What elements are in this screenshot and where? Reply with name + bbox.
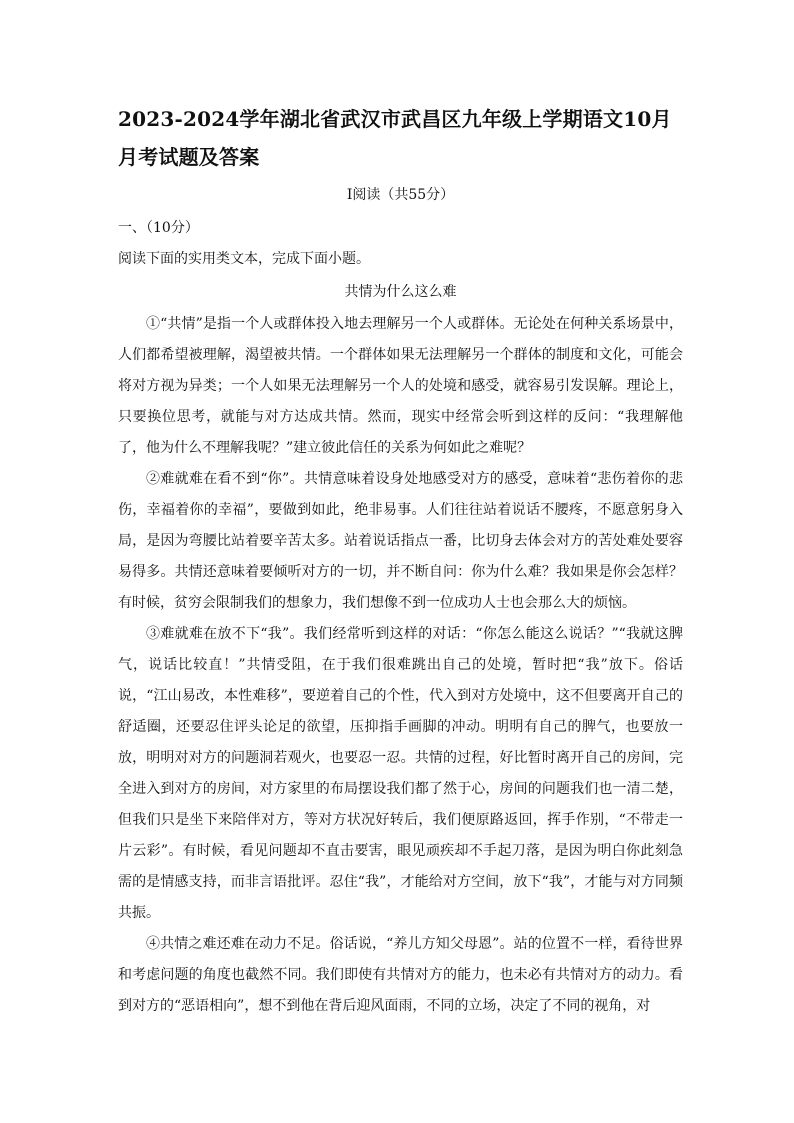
- article-title: 共情为什么这么难: [344, 284, 457, 300]
- paragraph-1: ①“共情”是指一个人或群体投入地去理解另一个人或群体。无论处在何种关系场景中，人们都希望被理解，渴望被共情。一个群体如果无法理解另一个群体的制度和文化，可能会将对方视为异类；一个人如果无法理解另一个人的处境和感受，就容易引发误解。理论上，只要换位思考，就能与对方达成共情。然而，现实中经常会听到这样的反问：“我理解他了，他为什么不理解我呢？”建立彼此信任的关系为何如此之难呢？: [118, 316, 683, 456]
- section-heading: Ⅰ阅读（共55分）: [346, 187, 455, 203]
- paragraph-3: ③难就难在放不下“我”。我们经常听到这样的对话：“你怎么能这么说话？”“我就这脾气，说话比较直！”共情受阻，在于我们很难跳出自己的处境，暂时把“我”放下。俗话说，“江山易改，本性难移”，要逆着自己的个性，代入到对方处境中，这不但要离开自己的舒适圈，还要忍住评头论足的欲望，压抑指手画脚的冲动。明明有自己的脾气，也要放一放，明明对对方的问题洞若观火，也要忍一忍。共情的过程，好比暂时离开自己的房间，完全进入到对方的房间，对方家里的布局摆设我们都了然于心，房间的问题我们也一清二楚，但我们只是坐下来陪伴对方，等对方状况好转后，我们便原路返回，挥手作别，“不带走一片云彩”。有时候，看见问题却不直击要害，眼见顽疾却不手起刀落，是因为明白你此刻急需的是情感支持，而非言语批评。忍住“我”，才能给对方空间，放下“我”，才能与对方同频共振。: [118, 626, 683, 921]
- paragraph-4: ④共情之难还难在动力不足。俗话说，“养儿方知父母恩”。站的位置不一样，看待世界和考虑问题的角度也截然不同。我们即使有共情对方的能力，也未必有共情对方的动力。看到对方的“恶语相向”，想不到他在背后迎风面雨，不同的立场，决定了不同的视角，对: [118, 936, 683, 1014]
- part-label: 一、（10分）: [118, 220, 199, 236]
- document-title: 2023-2024学年湖北省武汉市武昌区九年级上学期语文10月月考试题及答案: [118, 107, 672, 169]
- instruction-text: 阅读下面的实用类文本，完成下面小题。: [118, 251, 370, 267]
- paragraph-2: ②难就难在看不到“你”。共情意味着设身处地感受对方的感受，意味着“悲伤着你的悲伤，幸福着你的幸福”，要做到如此，绝非易事。人们往往站着说话不腰疼，不愿意躬身入局，是因为弯腰比站着要辛苦太多。站着说话指点一番，比切身去体会对方的苦处难处要容易得多。共情还意味着要倾听对方的一切，并不断自问：你为什么难？我如果是你会怎样？有时候，贫穷会限制我们的想象力，我们想像不到一位成功人士也会那么大的烦恼。: [118, 471, 683, 611]
